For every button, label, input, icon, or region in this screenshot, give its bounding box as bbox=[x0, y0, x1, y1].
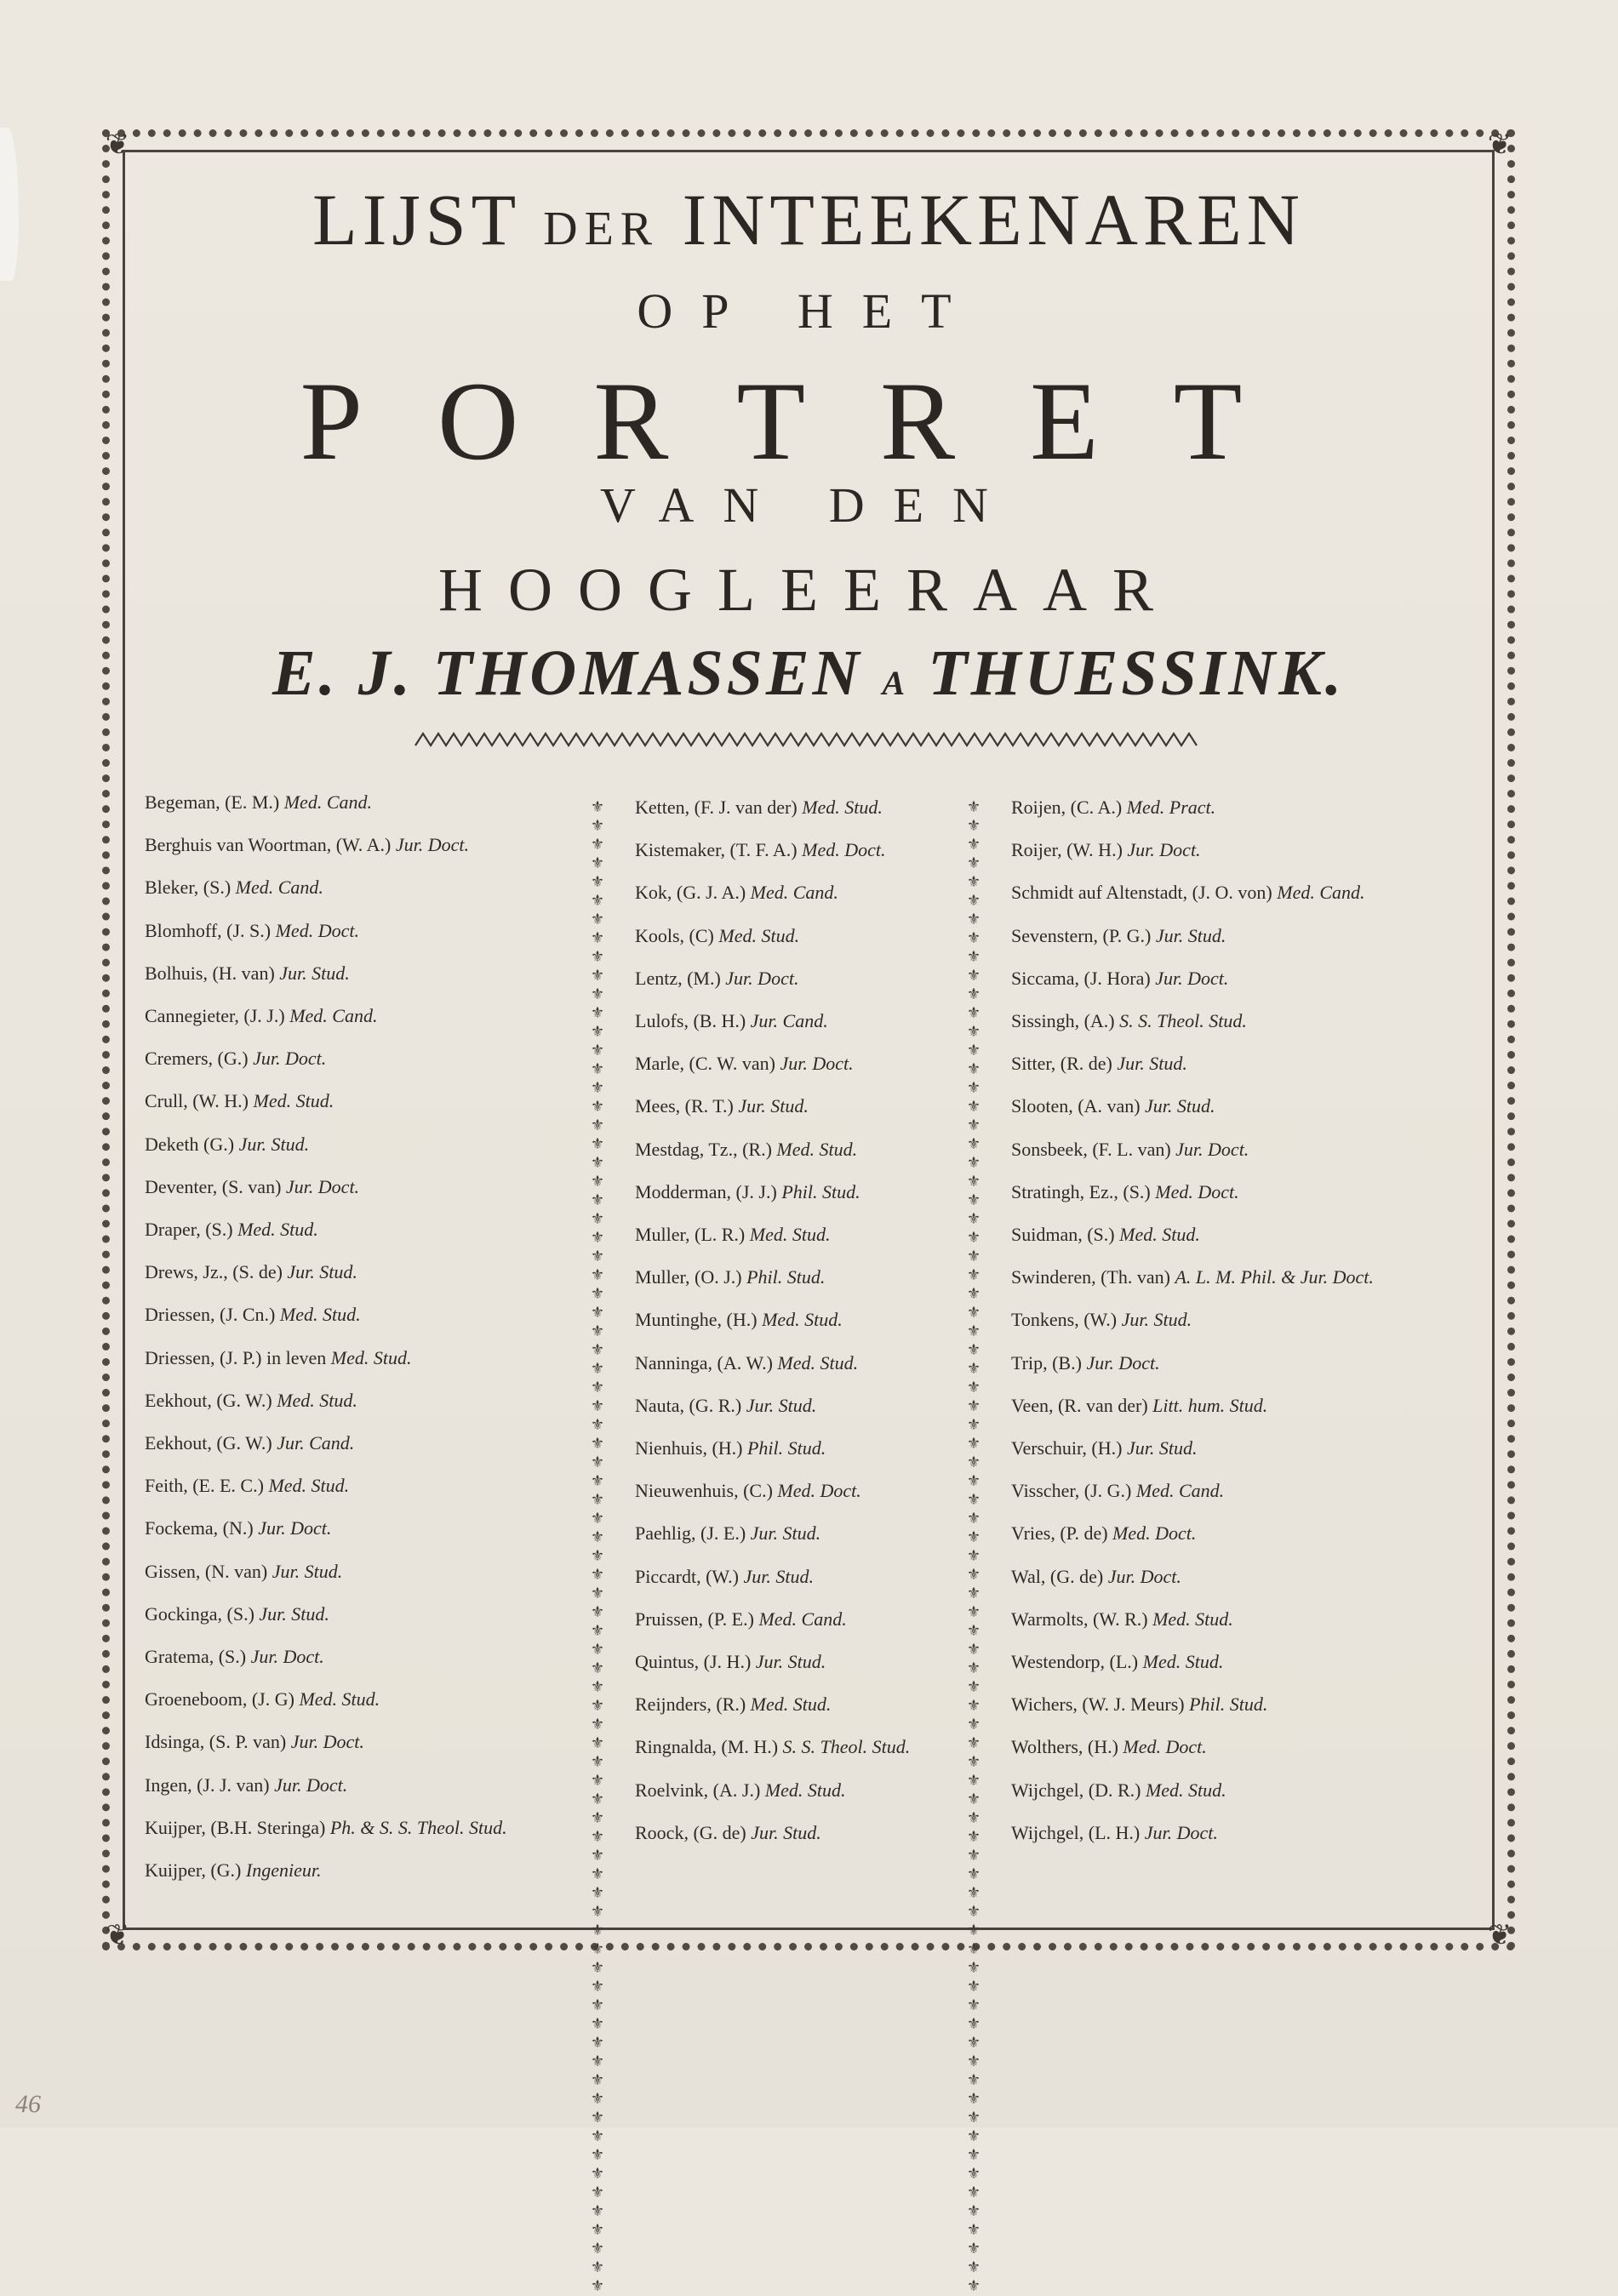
subscriber-name: Gockinga, (S.) bbox=[145, 1602, 254, 1625]
subscriber-entry bbox=[145, 834, 469, 856]
title-word-lijst: LIJST bbox=[312, 179, 520, 260]
subscriber-name: Lulofs, (B. H.) bbox=[635, 1010, 746, 1031]
subscriber-name: Wijchgel, (L. H.) bbox=[1011, 1821, 1141, 1843]
subscriber-qualification: Jur. Doct. bbox=[258, 1517, 332, 1539]
subscriber-qualification: Med. Stud. bbox=[253, 1090, 334, 1112]
subscriber-qualification: Jur. Doct. bbox=[1155, 967, 1229, 989]
subscriber-name: Eekhout, (G. W.) bbox=[145, 1389, 272, 1411]
subscriber-qualification: Med. Doct. bbox=[275, 919, 359, 941]
subscriber-name: Wolthers, (H.) bbox=[1011, 1736, 1118, 1758]
subscriber-entry bbox=[145, 1219, 318, 1241]
subscriber-entry bbox=[145, 1603, 329, 1625]
corner-ornament-icon: ❦ bbox=[1487, 128, 1512, 162]
subscriber-name: Kuijper, (B.H. Steringa) bbox=[145, 1816, 326, 1838]
subscriber-qualification: Med. Stud. bbox=[777, 1351, 859, 1374]
subscriber-name: Ketten, (F. J. van der) bbox=[635, 797, 798, 818]
column-divider-ornament-icon: ⚜⚜⚜⚜⚜⚜⚜⚜⚜⚜⚜⚜⚜⚜⚜⚜⚜⚜⚜⚜⚜⚜⚜⚜⚜⚜⚜⚜⚜⚜⚜⚜⚜⚜⚜⚜⚜⚜⚜⚜⚜⚜⚜⚜⚜⚜⚜⚜⚜⚜⚜⚜⚜⚜⚜⚜⚜⚜⚜⚜⚜⚜⚜⚜⚜⚜⚜⚜⚜⚜⚜⚜⚜⚜⚜⚜⚜⚜⚜⚜ bbox=[590, 798, 605, 2295]
subscriber-name: Cannegieter, (J. J.) bbox=[145, 1005, 285, 1026]
subscriber-qualification: Med. Doct. bbox=[1123, 1736, 1207, 1758]
subscriber-entry bbox=[145, 1859, 321, 1882]
subscriber-qualification: A. L. M. Phil. & Jur. Doct. bbox=[1175, 1266, 1374, 1288]
subscriber-qualification: Ingenieur. bbox=[245, 1859, 322, 1881]
subscriber-entry bbox=[635, 968, 798, 990]
subscriber-qualification: Med. Stud. bbox=[277, 1389, 357, 1411]
corner-ornament-icon: ❦ bbox=[1487, 1918, 1512, 1952]
subscriber-entry bbox=[1011, 1522, 1196, 1545]
subscriber-qualification: Jur. Stud. bbox=[1155, 924, 1226, 946]
subscriber-qualification: Jur. Cand. bbox=[277, 1432, 355, 1454]
subscriber-entry bbox=[1011, 968, 1228, 990]
subscriber-qualification: Med. Stud. bbox=[1152, 1608, 1233, 1630]
subscriber-qualification: Jur. Stud. bbox=[259, 1602, 329, 1625]
subscriber-name: Nanninga, (A. W.) bbox=[635, 1351, 773, 1374]
subscriber-qualification: Med. Stud. bbox=[237, 1219, 318, 1240]
subscriber-name: Drews, Jz., (S. de) bbox=[145, 1261, 283, 1283]
subscriber-qualification: Med. Cand. bbox=[235, 877, 323, 899]
subscriber-entry bbox=[1011, 1437, 1197, 1459]
subscriber-entry bbox=[145, 1048, 326, 1070]
subscriber-qualification: Jur. Stud. bbox=[738, 1095, 809, 1117]
subscriber-name: Berghuis van Woortman, (W. A.) bbox=[145, 834, 392, 856]
subscriber-entry bbox=[1011, 1095, 1215, 1117]
subscriber-name: Muller, (O. J.) bbox=[635, 1266, 742, 1288]
subscriber-entry bbox=[635, 925, 799, 947]
subscriber-name: Verschuir, (H.) bbox=[1011, 1437, 1123, 1459]
title-word-der: DER bbox=[543, 203, 660, 255]
subscriber-entry bbox=[145, 1475, 349, 1497]
subscriber-qualification: Jur. Stud. bbox=[1126, 1437, 1198, 1459]
subscriber-entry bbox=[1011, 1181, 1239, 1203]
subscriber-qualification: Jur. Stud. bbox=[750, 1522, 821, 1545]
subscriber-entry bbox=[1011, 797, 1215, 819]
subscriber-qualification: Med. Cand. bbox=[283, 791, 372, 813]
subscriber-entry bbox=[635, 1693, 831, 1716]
subscriber-entry bbox=[635, 1395, 816, 1417]
subscriber-name: Feith, (E. E. C.) bbox=[145, 1475, 264, 1497]
subscriber-qualification: Ph. & S. S. Theol. Stud. bbox=[329, 1816, 507, 1838]
subscriber-name: Bleker, (S.) bbox=[145, 877, 232, 899]
corner-ornament-icon: ❦ bbox=[105, 1918, 130, 1952]
subscriber-name: Wichers, (W. J. Meurs) bbox=[1011, 1693, 1185, 1716]
subscriber-name: Reijnders, (R.) bbox=[635, 1693, 746, 1716]
subscriber-name: Vries, (P. de) bbox=[1011, 1522, 1108, 1545]
subscriber-name: Mestdag, Tz., (R.) bbox=[635, 1138, 772, 1160]
name-part-2: A bbox=[882, 664, 909, 702]
subscriber-name: Warmolts, (W. R.) bbox=[1011, 1608, 1148, 1630]
subscriber-entry bbox=[145, 1731, 364, 1753]
subscriber-entry bbox=[635, 1352, 858, 1374]
subscriber-name: Driessen, (J. P.) in leven bbox=[145, 1346, 327, 1368]
subscriber-name: Visscher, (J. G.) bbox=[1011, 1480, 1132, 1502]
subscriber-qualification: Jur. Stud. bbox=[238, 1133, 310, 1155]
subscriber-entry bbox=[145, 1646, 324, 1668]
subscriber-qualification: Med. Pract. bbox=[1126, 797, 1216, 818]
subscriber-entry bbox=[635, 1480, 861, 1502]
title-line-4: VAN DEN bbox=[600, 477, 1017, 533]
subscriber-entry bbox=[145, 1134, 309, 1156]
subscriber-entry bbox=[145, 1517, 331, 1539]
subscriber-entry bbox=[145, 1774, 347, 1796]
subscriber-name: Roijen, (C. A.) bbox=[1011, 797, 1123, 818]
subscriber-name: Gratema, (S.) bbox=[145, 1646, 247, 1667]
subscriber-entry bbox=[145, 1090, 334, 1112]
subscriber-qualification: Med. Stud. bbox=[776, 1138, 858, 1160]
subscriber-entry bbox=[635, 1010, 828, 1032]
subscriber-entry bbox=[145, 1304, 361, 1326]
subscriber-qualification: Jur. Cand. bbox=[750, 1010, 828, 1031]
title-line-1 bbox=[123, 177, 1495, 262]
subscriber-name: Wijchgel, (D. R.) bbox=[1011, 1779, 1141, 1801]
subscriber-qualification: Med. Stud. bbox=[279, 1304, 361, 1326]
subscriber-entry bbox=[635, 1522, 820, 1545]
subscriber-qualification: S. S. Theol. Stud. bbox=[782, 1736, 911, 1758]
subscriber-entry bbox=[635, 1309, 843, 1331]
subscriber-qualification: Med. Doct. bbox=[1155, 1180, 1239, 1202]
subscriber-name: Paehlig, (J. E.) bbox=[635, 1522, 746, 1545]
subscriber-qualification: Jur. Stud. bbox=[743, 1565, 814, 1587]
name-part-3: THUESSINK. bbox=[928, 637, 1345, 709]
subscriber-name: Marle, (C. W. van) bbox=[635, 1053, 775, 1075]
subscriber-entry bbox=[635, 1053, 854, 1075]
subscriber-entry bbox=[1011, 1480, 1224, 1502]
subscriber-name: Schmidt auf Altenstadt, (J. O. von) bbox=[1011, 882, 1272, 904]
subscriber-name: Deketh (G.) bbox=[145, 1133, 235, 1155]
subscriber-qualification: Jur. Stud. bbox=[287, 1261, 357, 1283]
subscriber-entry bbox=[145, 791, 372, 814]
subscriber-qualification: Med. Doct. bbox=[802, 839, 886, 861]
subscriber-entry bbox=[635, 882, 838, 904]
subscriber-name: Sitter, (R. de) bbox=[1011, 1053, 1112, 1075]
subscriber-name: Piccardt, (W.) bbox=[635, 1565, 739, 1587]
subscriber-entry bbox=[1011, 1566, 1181, 1588]
zigzag-rule-icon bbox=[415, 730, 1203, 749]
subscriber-name: Nauta, (G. R.) bbox=[635, 1394, 742, 1416]
subscriber-qualification: Jur. Doct. bbox=[1144, 1821, 1218, 1843]
subscriber-qualification: Med. Stud. bbox=[1145, 1779, 1226, 1801]
subscriber-name: Modderman, (J. J.) bbox=[635, 1180, 777, 1202]
subscriber-entry bbox=[145, 1561, 342, 1583]
subscriber-entry bbox=[145, 1347, 411, 1369]
subscriber-entry bbox=[635, 1224, 830, 1246]
subscriber-entry bbox=[635, 1822, 821, 1844]
subscriber-name: Quintus, (J. H.) bbox=[635, 1651, 752, 1672]
subscriber-name: Kuijper, (G.) bbox=[145, 1859, 242, 1881]
subscriber-qualification: Med. Stud. bbox=[762, 1309, 843, 1331]
subscriber-name: Westendorp, (L.) bbox=[1011, 1651, 1139, 1672]
subscriber-name: Ingen, (J. J. van) bbox=[145, 1773, 270, 1796]
subscriber-name: Draper, (S.) bbox=[145, 1219, 233, 1240]
subscriber-name: Trip, (B.) bbox=[1011, 1351, 1082, 1374]
subscriber-entry bbox=[635, 1095, 809, 1117]
subscriber-entry bbox=[145, 920, 359, 942]
subscriber-qualification: Med. Stud. bbox=[802, 797, 883, 818]
corner-ornament-icon: ❦ bbox=[105, 128, 130, 162]
subscriber-entry bbox=[635, 1437, 826, 1459]
subscriber-name: Nienhuis, (H.) bbox=[635, 1437, 743, 1459]
subscriber-entry bbox=[635, 1651, 826, 1673]
subscriber-name: Roelvink, (A. J.) bbox=[635, 1779, 761, 1801]
subscriber-name: Driessen, (J. Cn.) bbox=[145, 1304, 276, 1326]
subscriber-qualification: Jur. Doct. bbox=[274, 1773, 348, 1796]
subscriber-entry bbox=[635, 1608, 847, 1631]
subscriber-entry bbox=[145, 877, 323, 899]
title-word-inteekenaren: INTEEKENAREN bbox=[682, 179, 1305, 260]
subscriber-qualification: Med. Stud. bbox=[268, 1475, 350, 1497]
subscriber-qualification: Phil. Stud. bbox=[746, 1266, 826, 1288]
subscriber-qualification: Med. Cand. bbox=[1135, 1480, 1225, 1502]
subscriber-entry bbox=[1011, 839, 1201, 861]
subscriber-entry bbox=[635, 1736, 910, 1758]
subscriber-name: Muntinghe, (H.) bbox=[635, 1309, 758, 1331]
subscriber-name: Siccama, (J. Hora) bbox=[1011, 967, 1151, 989]
subscriber-entry bbox=[145, 1176, 359, 1198]
subscriber-name: Tonkens, (W.) bbox=[1011, 1309, 1118, 1331]
subscriber-qualification: Med. Stud. bbox=[330, 1346, 412, 1368]
subscriber-entry bbox=[1011, 1693, 1267, 1716]
subscriber-entry bbox=[1011, 1651, 1223, 1673]
subscriber-qualification: Jur. Doct. bbox=[725, 967, 799, 989]
subscriber-name: Stratingh, Ez., (S.) bbox=[1011, 1180, 1151, 1202]
subscriber-qualification: Jur. Doct. bbox=[290, 1731, 364, 1753]
title-line-6 bbox=[123, 637, 1495, 711]
subscriber-name: Groeneboom, (J. G) bbox=[145, 1688, 294, 1711]
subscriber-entry bbox=[635, 1779, 845, 1802]
subscriber-qualification: Jur. Doct. bbox=[1127, 839, 1201, 861]
subscriber-entry bbox=[1011, 1010, 1247, 1032]
subscriber-qualification: Med. Stud. bbox=[299, 1688, 380, 1711]
subscriber-name: Eekhout, (G. W.) bbox=[145, 1432, 272, 1454]
name-part-1: E. J. THOMASSEN bbox=[272, 637, 863, 709]
subscriber-qualification: Jur. Stud. bbox=[1121, 1309, 1192, 1331]
subscriber-entry bbox=[1011, 1608, 1233, 1631]
subscriber-entry bbox=[635, 1181, 860, 1203]
subscriber-name: Veen, (R. van der) bbox=[1011, 1394, 1148, 1416]
subscriber-name: Pruissen, (P. E.) bbox=[635, 1608, 754, 1630]
subscriber-qualification: Jur. Doct. bbox=[1086, 1351, 1160, 1374]
subscriber-name: Lentz, (M.) bbox=[635, 967, 721, 989]
subscriber-name: Nieuwenhuis, (C.) bbox=[635, 1480, 773, 1502]
subscriber-qualification: Med. Doct. bbox=[777, 1480, 861, 1502]
subscriber-entry bbox=[635, 797, 883, 819]
subscriber-qualification: Jur. Stud. bbox=[746, 1394, 817, 1416]
subscriber-name: Slooten, (A. van) bbox=[1011, 1095, 1141, 1117]
subscriber-entry bbox=[1011, 1139, 1249, 1161]
subscriber-name: Kools, (C) bbox=[635, 924, 714, 946]
subscriber-qualification: Jur. Doct. bbox=[253, 1048, 327, 1070]
subscriber-entry bbox=[145, 1817, 507, 1839]
subscriber-qualification: Phil. Stud. bbox=[746, 1437, 826, 1459]
subscriber-entry bbox=[145, 1688, 380, 1711]
subscriber-qualification: Jur. Doct. bbox=[285, 1175, 360, 1197]
subscriber-entry bbox=[635, 1266, 825, 1288]
subscriber-qualification: Jur. Stud. bbox=[272, 1560, 343, 1582]
subscriber-qualification: Med. Stud. bbox=[1142, 1651, 1224, 1672]
subscriber-name: Kistemaker, (T. F. A.) bbox=[635, 839, 798, 861]
subscriber-name: Muller, (L. R.) bbox=[635, 1224, 746, 1245]
subscriber-name: Crull, (W. H.) bbox=[145, 1090, 249, 1112]
subscriber-entry bbox=[1011, 1822, 1218, 1844]
subscriber-qualification: Phil. Stud. bbox=[781, 1180, 860, 1202]
subscriber-name: Sissingh, (A.) bbox=[1011, 1010, 1115, 1031]
subscriber-qualification: Jur. Stud. bbox=[279, 962, 350, 984]
subscriber-qualification: Jur. Doct. bbox=[780, 1053, 854, 1075]
subscriber-qualification: Med. Doct. bbox=[1112, 1522, 1197, 1545]
subscriber-name: Sevenstern, (P. G.) bbox=[1011, 924, 1152, 946]
subscriber-entry bbox=[1011, 1395, 1267, 1417]
subscriber-qualification: Med. Stud. bbox=[749, 1224, 831, 1245]
subscriber-entry bbox=[1011, 1053, 1187, 1075]
subscriber-entry bbox=[1011, 1266, 1374, 1288]
subscriber-entry bbox=[145, 1005, 377, 1027]
margin-note: 46 bbox=[15, 2090, 41, 2118]
subscriber-qualification: Jur. Stud. bbox=[1145, 1095, 1215, 1117]
subscriber-qualification: Jur. Stud. bbox=[751, 1821, 821, 1843]
column-divider-ornament-icon: ⚜⚜⚜⚜⚜⚜⚜⚜⚜⚜⚜⚜⚜⚜⚜⚜⚜⚜⚜⚜⚜⚜⚜⚜⚜⚜⚜⚜⚜⚜⚜⚜⚜⚜⚜⚜⚜⚜⚜⚜⚜⚜⚜⚜⚜⚜⚜⚜⚜⚜⚜⚜⚜⚜⚜⚜⚜⚜⚜⚜⚜⚜⚜⚜⚜⚜⚜⚜⚜⚜⚜⚜⚜⚜⚜⚜⚜⚜⚜⚜ bbox=[966, 798, 981, 2295]
subscriber-name: Idsinga, (S. P. van) bbox=[145, 1731, 287, 1753]
subscriber-qualification: Jur. Stud. bbox=[1117, 1053, 1187, 1075]
subscriber-name: Blomhoff, (J. S.) bbox=[145, 919, 272, 941]
subscriber-name: Deventer, (S. van) bbox=[145, 1175, 282, 1197]
subscriber-qualification: Med. Stud. bbox=[764, 1779, 846, 1801]
subscriber-name: Begeman, (E. M.) bbox=[145, 791, 280, 813]
subscriber-entry bbox=[145, 1432, 354, 1454]
subscriber-qualification: S. S. Theol. Stud. bbox=[1119, 1010, 1247, 1031]
title-line-5: HOOGLEERAAR bbox=[438, 556, 1179, 624]
subscriber-entry bbox=[1011, 1352, 1160, 1374]
subscriber-qualification: Med. Stud. bbox=[750, 1693, 832, 1716]
subscriber-qualification: Med. Cand. bbox=[1277, 882, 1365, 904]
subscriber-entry bbox=[145, 962, 350, 985]
subscriber-entry bbox=[635, 1139, 857, 1161]
subscriber-name: Bolhuis, (H. van) bbox=[145, 962, 275, 984]
subscriber-qualification: Phil. Stud. bbox=[1189, 1693, 1268, 1716]
subscriber-qualification: Jur. Doct. bbox=[1107, 1565, 1181, 1587]
subscriber-entry bbox=[1011, 1224, 1200, 1246]
subscriber-qualification: Med. Stud. bbox=[718, 924, 800, 946]
subscriber-entry bbox=[1011, 882, 1365, 904]
subscriber-name: Mees, (R. T.) bbox=[635, 1095, 734, 1117]
torn-edge bbox=[0, 128, 19, 281]
subscriber-name: Gissen, (N. van) bbox=[145, 1560, 268, 1582]
subscriber-qualification: Med. Stud. bbox=[1119, 1224, 1200, 1245]
subscriber-qualification: Jur. Doct. bbox=[395, 834, 469, 856]
subscriber-entry bbox=[1011, 925, 1226, 947]
subscriber-qualification: Med. Cand. bbox=[758, 1608, 847, 1630]
subscriber-name: Wal, (G. de) bbox=[1011, 1565, 1104, 1587]
subscriber-entry bbox=[145, 1261, 357, 1283]
subscriber-entry bbox=[1011, 1779, 1226, 1802]
subscriber-qualification: Jur. Doct. bbox=[1175, 1138, 1249, 1160]
title-line-2: OP HET bbox=[637, 283, 981, 339]
subscriber-entry bbox=[145, 1390, 357, 1412]
subscriber-entry bbox=[635, 839, 886, 861]
subscriber-entry bbox=[1011, 1309, 1192, 1331]
subscriber-name: Kok, (G. J. A.) bbox=[635, 882, 746, 904]
subscriber-name: Fockema, (N.) bbox=[145, 1517, 254, 1539]
subscriber-qualification: Jur. Stud. bbox=[755, 1651, 826, 1672]
subscriber-qualification: Med. Cand. bbox=[289, 1005, 378, 1026]
subscriber-entry bbox=[635, 1566, 814, 1588]
subscriber-name: Suidman, (S.) bbox=[1011, 1224, 1115, 1245]
subscriber-name: Roock, (G. de) bbox=[635, 1821, 746, 1843]
subscriber-name: Swinderen, (Th. van) bbox=[1011, 1266, 1170, 1288]
subscriber-qualification: Med. Cand. bbox=[750, 882, 838, 904]
subscriber-qualification: Jur. Doct. bbox=[250, 1646, 324, 1667]
subscriber-name: Cremers, (G.) bbox=[145, 1048, 249, 1070]
subscriber-name: Ringnalda, (M. H.) bbox=[635, 1736, 779, 1758]
subscriber-name: Sonsbeek, (F. L. van) bbox=[1011, 1138, 1171, 1160]
subscriber-qualification: Litt. hum. Stud. bbox=[1152, 1394, 1268, 1416]
subscriber-name: Roijer, (W. H.) bbox=[1011, 839, 1123, 861]
title-line-3: PORTRET bbox=[300, 358, 1318, 483]
subscriber-entry bbox=[1011, 1736, 1207, 1758]
